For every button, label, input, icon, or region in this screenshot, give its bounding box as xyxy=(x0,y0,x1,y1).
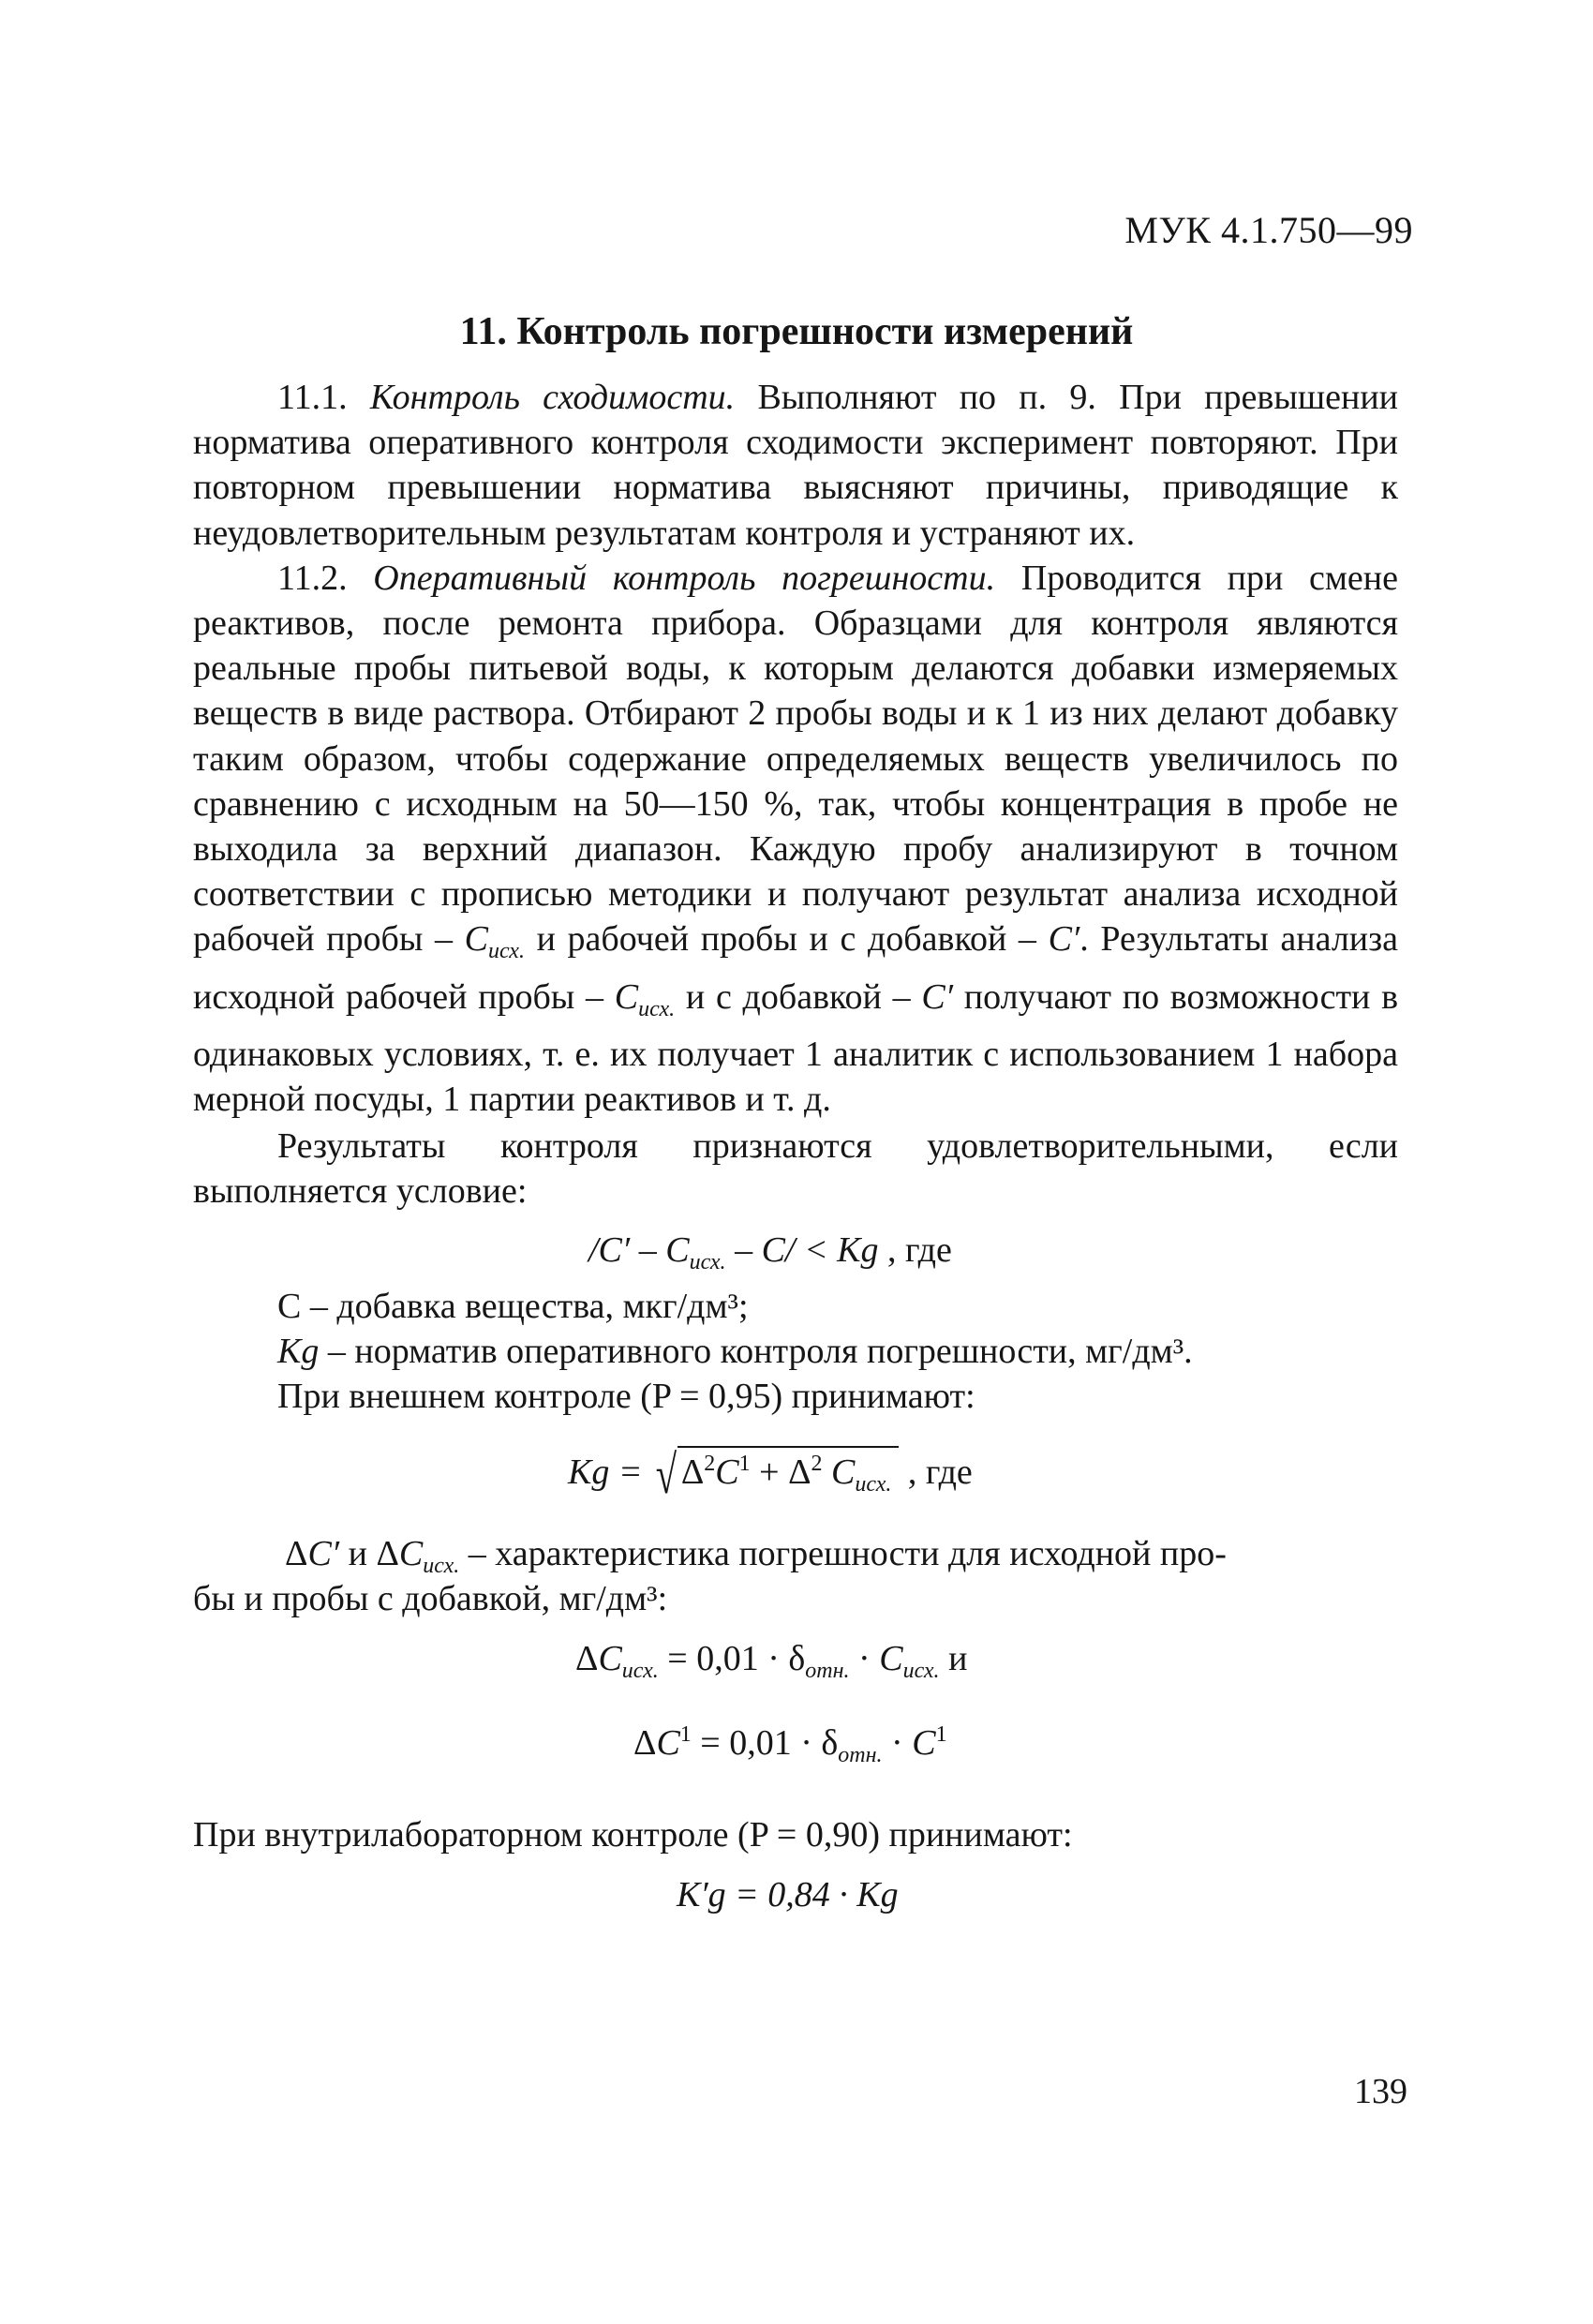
formula-kprime-g: K′g = 0,84 · Kg xyxy=(677,1875,899,1914)
paragraph-title: Контроль сходимости. xyxy=(369,378,736,417)
external-control-line: При внешнем контроле (P = 0,95) принимают: xyxy=(277,1377,975,1416)
document-code: МУК 4.1.750—99 xyxy=(1124,209,1413,251)
internal-control-line: При внутрилабораторном контроле (P = 0,90) принимают: xyxy=(193,1815,1073,1855)
section-title: 11. Контроль погрешности измерений xyxy=(459,310,1134,353)
definition-kg: Kg – норматив оперативного контроля погрешности, мг/дм³. xyxy=(277,1332,1193,1371)
characteristic-line: ΔC′ и $\Delta C_{исх.}$ – характеристика погрешности для исходной про- xyxy=(285,1534,1227,1578)
radical-sign: √ xyxy=(655,1444,677,1505)
square-root xyxy=(651,1443,899,1506)
formula-kg: Kg = √ $\Delta^2C^1 + \Delta^2$ $C_{исх.}$ , где xyxy=(568,1444,973,1505)
paragraph-title: Оперативный контроль погрешности. xyxy=(373,558,996,598)
radicand: $\Delta^2C^1 + \Delta^2$ $C_{исх.}$ xyxy=(677,1446,900,1497)
page-number: 139 xyxy=(1354,2072,1407,2111)
paragraph-11-2: 11.2. Оперативный контроль погрешности. Проводится при смене реактивов, после ремонта прибора. Образцами для контроля являются реальные пробы питьевой воды, к которым делаются добавки измеряемых веществ в виде раствора. Отбирают 2 пробы воды и к 1 из них делают добавку таким образом, чтобы содержание определяемых веществ увеличилось по сравнению с исходным на 50—150 %, так, чтобы концентрация в пробе не выходила за верхний диапазон. Каждую пробу анализируют в точном соответствии с прописью методики и получают результат анализа исходной рабочей пробы – $C_{исх.}$ и рабочей пробы и с добавкой – C′. Результаты анализа исходной рабочей пробы – $C_{исх.}$ и с добавкой – C′ получают по возможности в одинаковых условиях, т. е. их получает 1 аналитик с использованием 1 набора мерной посуды, 1 партии реактивов и т. д. xyxy=(193,558,1399,1120)
formula-condition: $/C' - C_{исх.} - C/ < Kg$ , где xyxy=(588,1230,952,1274)
definition-c: С – добавка вещества, мкг/дм³; xyxy=(277,1287,749,1326)
paragraph-11-1: 11.1. Контроль сходимости. Выполняют по п. 9. При превышении норматива оперативного контроля сходимости эксперимент повторяют. При повторном превышении норматива выясняют причины, приводящие к неудовлетворительным результатам контроля и устраняют их. xyxy=(193,378,1398,553)
body-text xyxy=(193,375,1398,1214)
characteristic-line-cont: бы и пробы с добавкой, мг/дм³: xyxy=(193,1579,668,1618)
formula-delta-c-isx: $\Delta C_{исх.} = 0,01 \cdot \delta_{отн.} \cdot C_{исх.}$ и xyxy=(575,1639,968,1683)
paragraph-conditions: Результаты контроля признаются удовлетворительными, если выполняется условие: xyxy=(193,1126,1398,1212)
formula-delta-c-prime: $\Delta C^1 = 0,01 \cdot \delta_{отн.} \cdot C^1$ xyxy=(633,1722,947,1767)
